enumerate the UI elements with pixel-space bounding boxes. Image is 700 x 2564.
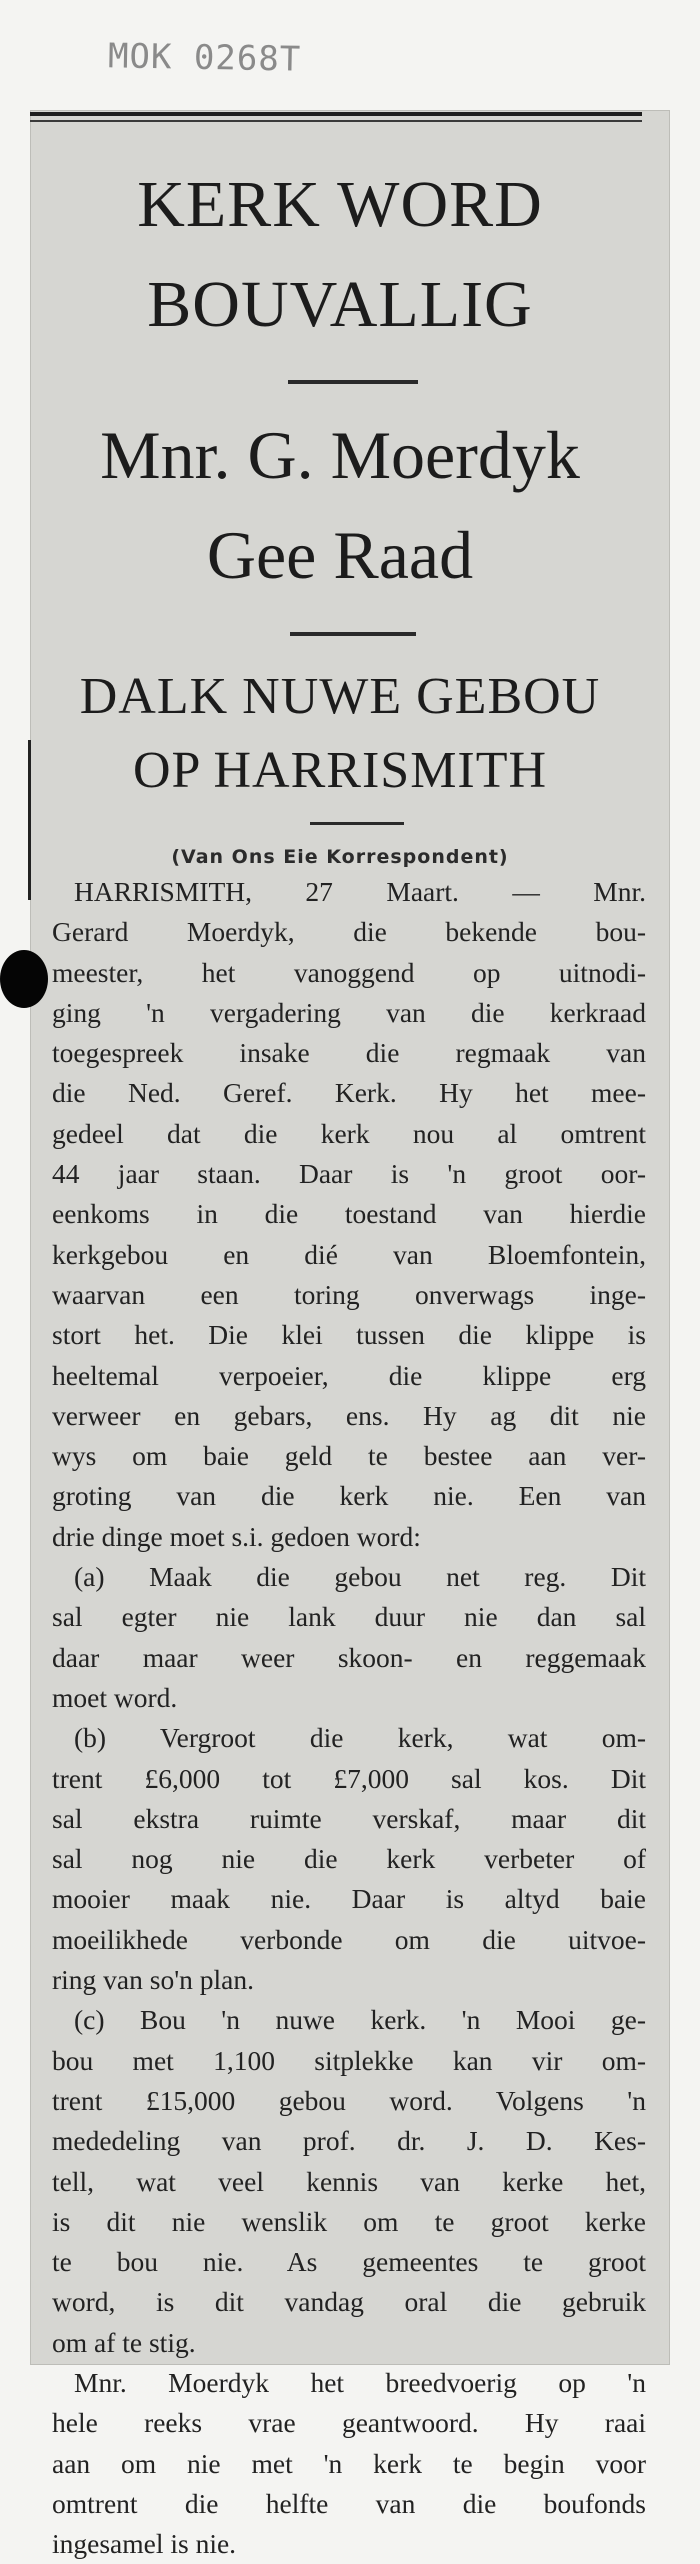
top-rule <box>30 112 642 116</box>
top-rule-thin <box>30 120 642 122</box>
article-line: sal nog nie die kerk verbeter of <box>52 1843 646 1875</box>
article-line: 44 jaar staan. Daar is 'n groot oor- <box>52 1158 646 1190</box>
article-line: omtrent die helfte van die boufonds <box>52 2487 646 2519</box>
article-line: moeilikhede verbonde om die uitvoe- <box>52 1923 646 1955</box>
article-line: ring van so'n plan. <box>52 1964 255 1996</box>
divider-2 <box>290 632 416 636</box>
article-line: waarvan een toring onverwags inge- <box>52 1278 646 1310</box>
article-line: drie dinge moet s.i. gedoen word: <box>52 1520 421 1552</box>
article-line: stort het. Die klei tussen die klippe is <box>52 1319 646 1351</box>
article-line: die Ned. Geref. Kerk. Hy het mee- <box>52 1077 646 1109</box>
article-line: ging 'n vergadering van die kerkraad <box>52 996 646 1028</box>
article-line: HARRISMITH, 27 Maart. — Mnr. <box>74 876 646 907</box>
article-line: Gerard Moerdyk, die bekende bou- <box>52 916 646 948</box>
article-line: (b) Vergroot die kerk, wat om- <box>74 1722 646 1754</box>
article-line: aan om nie met 'n kerk te begin voor <box>52 2447 646 2479</box>
article-line: Mnr. Moerdyk het breedvoerig op 'n <box>74 2366 646 2398</box>
subheadline <box>40 405 640 605</box>
article-line: kerkgebou en dié van Bloemfontein, <box>52 1238 646 1270</box>
divider-3 <box>310 822 404 825</box>
article-line: toegespreek insake die regmaak van <box>52 1037 646 1069</box>
article-line: bou met 1,100 sitplekke kan vir om- <box>52 2044 646 2076</box>
article-line: sal ekstra ruimte verskaf, maar dit <box>52 1802 646 1834</box>
article-line: trent £15,000 gebou word. Volgens 'n <box>52 2084 646 2116</box>
article-line: wys om baie geld te bestee aan ver- <box>52 1440 646 1472</box>
headline-line-2: BOUVALLIG <box>147 268 533 341</box>
byline: (Van Ons Eie Korrespondent) <box>171 846 509 868</box>
article-line: mooier maak nie. Daar is altyd baie <box>52 1883 646 1915</box>
article-line: sal egter nie lank duur nie dan sal <box>52 1601 646 1633</box>
archive-reference-mark: MOK 0268T <box>107 36 302 80</box>
article-line: (c) Bou 'n nuwe kerk. 'n Mooi ge- <box>74 2004 646 2036</box>
article-line: is dit nie wenslik om te groot kerke <box>52 2205 646 2237</box>
headline-line-1: KERK WORD <box>137 168 543 241</box>
article-line: eenkoms in die toestand van hierdie <box>52 1198 646 1230</box>
article-line: meester, het vanoggend op uitnodi- <box>52 956 646 988</box>
article-line: moet word. <box>52 1681 178 1713</box>
subheadline-line-1: Mnr. G. Moerdyk <box>100 417 580 493</box>
article-line: mededeling van prof. dr. J. D. Kes- <box>52 2125 646 2157</box>
article-line: tell, wat veel kennis van kerke het, <box>52 2165 646 2197</box>
article-line: groting van die kerk nie. Een van <box>52 1480 646 1512</box>
article-line: heeltemal verpoeier, die klippe erg <box>52 1359 646 1391</box>
article-line: ingesamel is nie. <box>52 2528 237 2560</box>
secondary-headline <box>40 660 640 808</box>
article-line: te bou nie. As gemeentes te groot <box>52 2246 646 2278</box>
article-line: om af te stig. <box>52 2326 196 2358</box>
divider-1 <box>288 380 418 384</box>
article-line: verweer en gebars, ens. Hy ag dit nie <box>52 1399 646 1431</box>
headline <box>40 155 640 355</box>
article-line: gedeel dat die kerk nou al omtrent <box>52 1117 646 1149</box>
article-line: trent £6,000 tot £7,000 sal kos. Dit <box>52 1762 646 1794</box>
clipping-edge-mark <box>28 740 31 900</box>
article-line: daar maar weer skoon- en reggemaak <box>52 1641 646 1673</box>
punch-hole <box>0 950 48 1008</box>
subheadline-line-2: Gee Raad <box>206 517 474 593</box>
article-line: (a) Maak die gebou net reg. Dit <box>74 1561 646 1593</box>
article-line: word, is dit vandag oral die gebruik <box>52 2286 646 2318</box>
article-line: hele reeks vrae geantwoord. Hy raai <box>52 2407 646 2439</box>
secondary-headline-line-2: OP HARRISMITH <box>132 742 548 799</box>
article-body <box>52 872 646 2564</box>
secondary-headline-line-1: DALK NUWE GEBOU <box>79 668 601 725</box>
